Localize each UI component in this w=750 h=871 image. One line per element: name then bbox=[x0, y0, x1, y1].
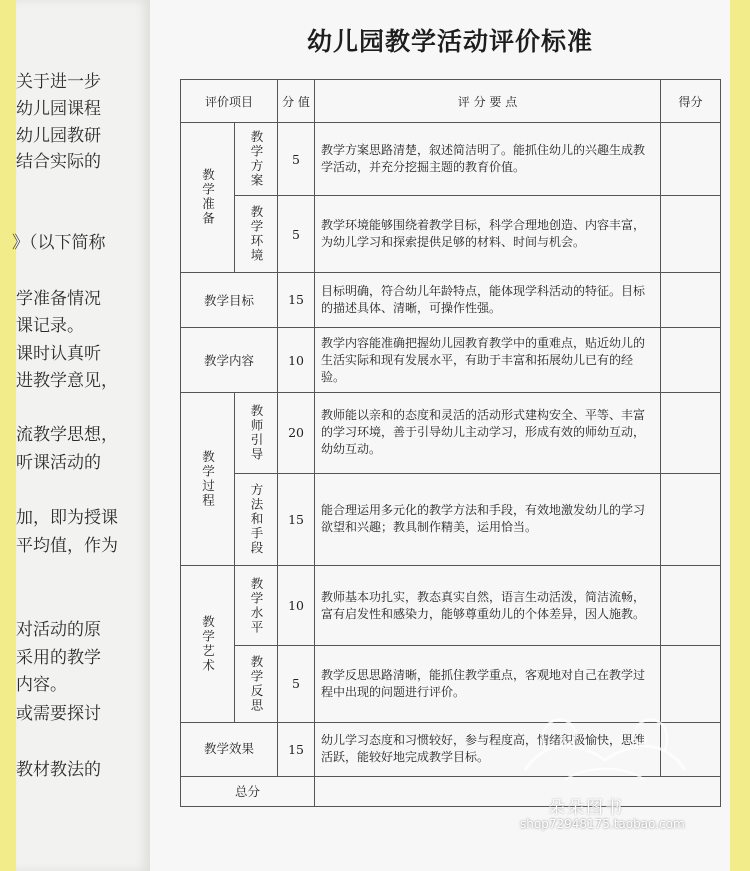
header-score: 分 值 bbox=[278, 80, 315, 123]
total-row bbox=[181, 776, 721, 806]
sub-label: 教师引导 bbox=[249, 403, 264, 462]
table-row bbox=[181, 565, 721, 645]
score-cell: 15 bbox=[278, 473, 315, 565]
criteria-cell: 教学反思思路清晰，能抓住教学重点，客观地对自己在教学过程中出现的问题进行评价。 bbox=[315, 646, 661, 722]
group-cell: 教学目标 bbox=[181, 272, 278, 327]
total-label: 总分 bbox=[181, 776, 315, 806]
table-row bbox=[181, 646, 721, 722]
left-text-line: 采用的教学 bbox=[16, 648, 101, 668]
sub-label: 教学环境 bbox=[249, 205, 264, 264]
score-cell: 5 bbox=[278, 646, 315, 722]
header-item: 评价项目 bbox=[181, 80, 278, 123]
left-text-line: 学准备情况 bbox=[16, 289, 101, 309]
watermark-text: 朵朵图书 bbox=[548, 798, 624, 818]
sub-label: 方法和手段 bbox=[249, 483, 264, 556]
score-cell: 20 bbox=[278, 393, 315, 473]
left-text-line: 流教学思想， bbox=[16, 425, 118, 445]
group-label: 教学效果 bbox=[203, 741, 254, 757]
points-cell bbox=[661, 473, 721, 565]
sub-label: 教学方案 bbox=[249, 130, 264, 189]
header-points: 得分 bbox=[661, 80, 721, 123]
left-text-line: 对活动的原 bbox=[16, 620, 101, 640]
left-text-line: 进教学意见， bbox=[16, 371, 118, 391]
sub-cell bbox=[235, 393, 278, 473]
sub-cell bbox=[235, 565, 278, 645]
criteria-cell: 教师能以亲和的态度和灵活的活动形式建构安全、平等、丰富的学习环境，善于引导幼儿主动学习，形成有效的师幼互动，幼幼互动。 bbox=[315, 393, 661, 473]
score-cell: 5 bbox=[278, 123, 315, 196]
left-text-line: 内容。 bbox=[16, 675, 67, 695]
group-label: 教学艺术 bbox=[200, 614, 216, 673]
evaluation-table bbox=[180, 79, 721, 807]
points-cell bbox=[661, 328, 721, 393]
group-cell bbox=[181, 123, 235, 273]
sub-cell bbox=[235, 646, 278, 722]
criteria-cell: 教学环境能够围绕着教学目标，科学合理地创造、内容丰富，为幼儿学习和探索提供足够的材料、时间与机会。 bbox=[315, 196, 661, 272]
points-cell bbox=[661, 196, 721, 272]
group-label: 教学过程 bbox=[200, 450, 216, 509]
total-value-cell bbox=[315, 776, 721, 806]
points-cell bbox=[661, 123, 721, 196]
table-row bbox=[181, 123, 721, 196]
left-text-line: 平均值，作为 bbox=[16, 536, 118, 556]
points-cell bbox=[661, 393, 721, 473]
left-text-line: 关于进一步 bbox=[16, 72, 101, 92]
score-cell: 10 bbox=[278, 328, 315, 393]
left-text-line: 》（以下简称 bbox=[12, 233, 106, 253]
table-row bbox=[181, 722, 721, 776]
background-edge bbox=[730, 0, 750, 871]
group-cell bbox=[181, 393, 235, 566]
group-cell bbox=[181, 722, 278, 776]
score-cell: 10 bbox=[278, 565, 315, 645]
criteria-cell: 能合理运用多元化的教学方法和手段，有效地激发幼儿的学习欲望和兴趣；教具制作精美，运用恰当。 bbox=[315, 473, 661, 565]
left-text-line: 课时认真听 bbox=[16, 344, 101, 364]
score-cell: 5 bbox=[278, 196, 315, 272]
table-row bbox=[181, 393, 721, 473]
left-text-line: 课记录。 bbox=[16, 316, 84, 336]
left-text-line: 加，即为授课 bbox=[16, 508, 118, 528]
criteria-cell: 教学方案思路清楚，叙述简洁明了。能抓住幼儿的兴趣生成教学活动，并充分挖掘主题的教育价值。 bbox=[315, 123, 661, 196]
table-row bbox=[181, 473, 721, 565]
header-criteria: 评 分 要 点 bbox=[315, 80, 661, 123]
table-row bbox=[181, 328, 721, 393]
left-text-line: 结合实际的 bbox=[16, 152, 101, 172]
sub-cell bbox=[235, 123, 278, 196]
group-cell bbox=[181, 565, 235, 722]
left-text-line: 幼儿园教研 bbox=[16, 126, 101, 146]
left-text-line: 幼儿园课程 bbox=[16, 99, 101, 119]
sub-cell bbox=[235, 473, 278, 565]
criteria-cell: 目标明确，符合幼儿年龄特点，能体现学科活动的特征。目标的描述具体、清晰，可操作性强。 bbox=[315, 272, 661, 327]
points-cell bbox=[661, 722, 721, 776]
sub-label: 教学反思 bbox=[249, 654, 264, 713]
criteria-cell: 幼儿学习态度和习惯较好，参与程度高，情绪积极愉快，思维活跃，能较好地完成教学目标。 bbox=[315, 722, 661, 776]
sub-label: 教学水平 bbox=[249, 576, 264, 635]
watermark-url: shop72948175.taobao.com bbox=[520, 817, 685, 831]
score-cell: 15 bbox=[278, 272, 315, 327]
left-text-line: 教材教法的 bbox=[16, 760, 101, 780]
points-cell bbox=[661, 272, 721, 327]
sub-cell bbox=[235, 196, 278, 272]
criteria-cell: 教学内容能准确把握幼儿园教育教学中的重难点，贴近幼儿的生活实际和现有发展水平，有助于丰富和拓展幼儿已有的经验。 bbox=[315, 328, 661, 393]
left-text-line: 听课活动的 bbox=[16, 453, 101, 473]
points-cell bbox=[661, 646, 721, 722]
table-row bbox=[181, 196, 721, 272]
table-row bbox=[181, 272, 721, 327]
criteria-cell: 教师基本功扎实，教态真实自然，语言生动活泼，简洁流畅，富有启发性和感染力，能够尊重幼儿的个体差异，因人施教。 bbox=[315, 565, 661, 645]
group-cell: 教学内容 bbox=[181, 328, 278, 393]
left-page bbox=[12, 0, 150, 871]
group-label: 教学准备 bbox=[200, 168, 216, 227]
page-title: 幼儿园教学活动评价标准 bbox=[306, 27, 593, 56]
points-cell bbox=[661, 565, 721, 645]
left-text-line: 或需要探讨 bbox=[16, 704, 101, 724]
table-header-row bbox=[181, 80, 721, 123]
score-cell: 15 bbox=[278, 722, 315, 776]
